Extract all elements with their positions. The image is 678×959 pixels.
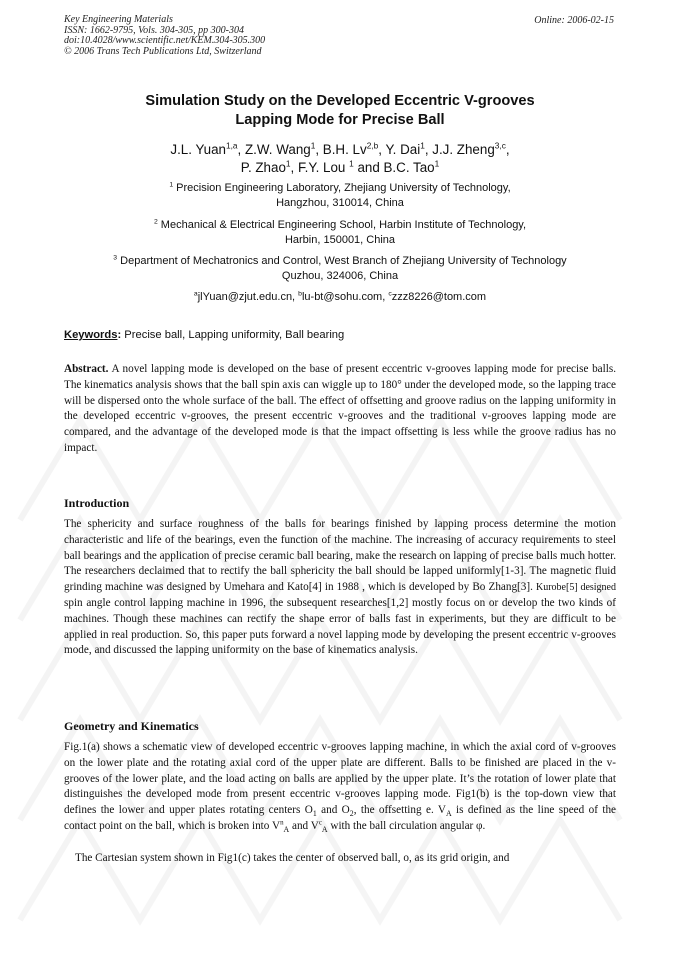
email-address: zzz8226@tom.com [391,291,487,303]
abstract-label: Abstract. [64,363,109,375]
introduction-heading: Introduction [64,496,130,510]
author-name: J.L. Yuan [170,142,226,157]
author-affil-mark: 2,b [366,140,379,151]
geometry-paragraph-2: The Cartesian system shown in Fig1(c) takes the center of observed ball, o, as its grid origin, and [64,852,510,864]
subscript: 2 [349,809,354,819]
keywords-colon: : [117,329,122,341]
author-separator: , [505,142,510,157]
keywords-text: Precise ball, Lapping uniformity, Ball bearing [121,329,345,341]
title-line-1: Simulation Study on the Developed Eccentric V-grooves [145,93,535,109]
introduction-text-small: Kurobe[5] designed [536,582,616,594]
affiliation-text: Quzhou, 324006, China [281,269,399,282]
geometry-text: and V [289,819,319,832]
email-address: lu-bt@sohu.com, [301,291,389,303]
affiliation-text: Department of Mechatronics and Control, West Branch of Zhejiang University of Technology [117,255,567,267]
affiliation-mark: 1 [169,181,174,189]
author-line-1 [64,141,616,159]
introduction-text: The sphericity and surface roughness of the balls for bearings finished by lapping process determine the motion characteristic and life of the bearings, even the function of the machine. The increasing of accuracy requirements to steel ball bearings and the application of precise ceramic ball bearing, make the research on lapping of precise balls much hotter. The researchers declaimed that to rectify the ball sphericity the ball should be lapped uniformly[1-3]. The magnetic fluid grinding machine was designed by Umehara and Kato[4] in 1988 , which is developed by Bo Zhang[3]. [64,518,617,594]
affiliation-1 [64,181,616,210]
geometry-text: Fig.1(a) shows a schematic view of developed eccentric v-grooves lapping machine, in which the axial cord of v-grooves on the lower plate and the rotating axial cord of the upper plate are different. Balls to be finished are placed in the v-grooves of the lower plate, and the load acting on balls are applied by the upper plate. It’s the rotation of lower plate that distinguishes the developed mode from present eccentric v-grooves lapping mode. Fig1(b) is the top-down view that defines the lower and upper plates rotating centers O [64,741,616,817]
superscript: n [280,818,284,827]
author-affil-mark: 1 [420,140,425,151]
geometry-paragraph [64,740,616,835]
subscript: A [446,809,452,819]
affiliation-text: Hangzhou, 310014, China [276,196,404,209]
author-name: , Z.W. Wang [237,142,311,157]
affiliation-2 [64,218,616,247]
issn-line: ISSN: 1662-9795, Vols. 304-305, pp 300-304 [64,24,244,36]
author-affil-mark: 1 [310,140,316,151]
author-affil-mark: 1 [285,158,291,169]
author-affil-mark: 3,c [494,140,506,151]
affiliation-text: Harbin, 150001, China [284,233,396,246]
geometry-heading: Geometry and Kinematics [64,719,199,733]
author-line-2 [64,159,616,177]
subscript: 1 [312,809,317,819]
email-list [64,290,616,305]
affiliation-mark: 3 [113,254,118,262]
author-affil-mark: 1,a [226,140,238,151]
geometry-text: , the offsetting e. V [353,804,447,817]
author-affil-mark: 1 [434,158,440,169]
affiliation-text: Mechanical & Electrical Engineering School, Harbin Institute of Technology, [157,219,527,231]
geometry-text: and O [316,804,350,817]
author-name: P. Zhao [240,159,286,175]
keywords-label: Keywords [64,329,118,341]
title-line-2: Lapping Mode for Precise Ball [235,111,445,128]
email-mark: b [298,290,302,298]
author-name: , J.J. Zheng [424,142,495,157]
author-name: , B.H. Lv [315,142,367,157]
author-name: and B.C. Tao [353,159,435,175]
author-list [64,141,616,176]
geometry-text: is defined as the line speed of the contact point on the ball, which is broken into V [64,804,616,832]
author-name: , F.Y. Lou [290,159,350,175]
author-affil-mark: 1 [349,158,354,169]
copyright-line: © 2006 Trans Tech Publications Ltd, Switzerland [64,45,262,57]
paper-title [64,92,616,129]
email-mark: a [193,290,198,298]
affiliation-3 [64,254,616,283]
email-mark: c [388,290,392,298]
author-name: , Y. Dai [378,142,421,157]
subscript: A [321,825,328,835]
journal-header [64,15,265,57]
introduction-text: spin angle control lapping machine in 1996, the subsequent researches[1,2] mostly focus on or develop the two kinds of machines. Though these machines can rectify the shape error of balls fast in experiments, but they are difficult to be applied in real production. So, this paper puts forward a novel lapping mode by developing the present eccentric v-grooves mode, and discussed the lapping uniformity on the base of kinematics analysis. [64,596,616,657]
affiliation-text: Precision Engineering Laboratory, Zhejiang University of Technology, [173,182,511,194]
online-date: Online: 2006-02-15 [534,15,614,26]
doi-line: doi:10.4028/www.scientific.net/KEM.304-305.300 [64,35,266,46]
affiliation-mark: 2 [153,218,158,226]
keywords-line [64,329,616,341]
journal-name: Key Engineering Materials [64,14,173,25]
abstract-paragraph [64,362,616,457]
subscript: A [283,825,290,835]
email-address: jlYuan@zjut.edu.cn, [197,291,299,303]
introduction-paragraph [64,517,616,659]
abstract-text: A novel lapping mode is developed on the base of present eccentric v-grooves lapping mode for precise balls. The kinematics analysis shows that the ball spin axis can wiggle up to 180° under the developed mode, so the lapping trace will be dispersed onto the whole surface of the ball. The effect of offsetting and groove radius on the lapping uniformity in the developed eccentric v-grooves, the present eccentric v-grooves and the traditional v-grooves lapping mode are compared, and the advantage of the developed mode is that the impact offsetting is less while the groove radius has no impact. [64,363,616,454]
superscript: c [318,818,322,827]
geometry-text: with the ball circulation angular φ. [327,819,486,832]
